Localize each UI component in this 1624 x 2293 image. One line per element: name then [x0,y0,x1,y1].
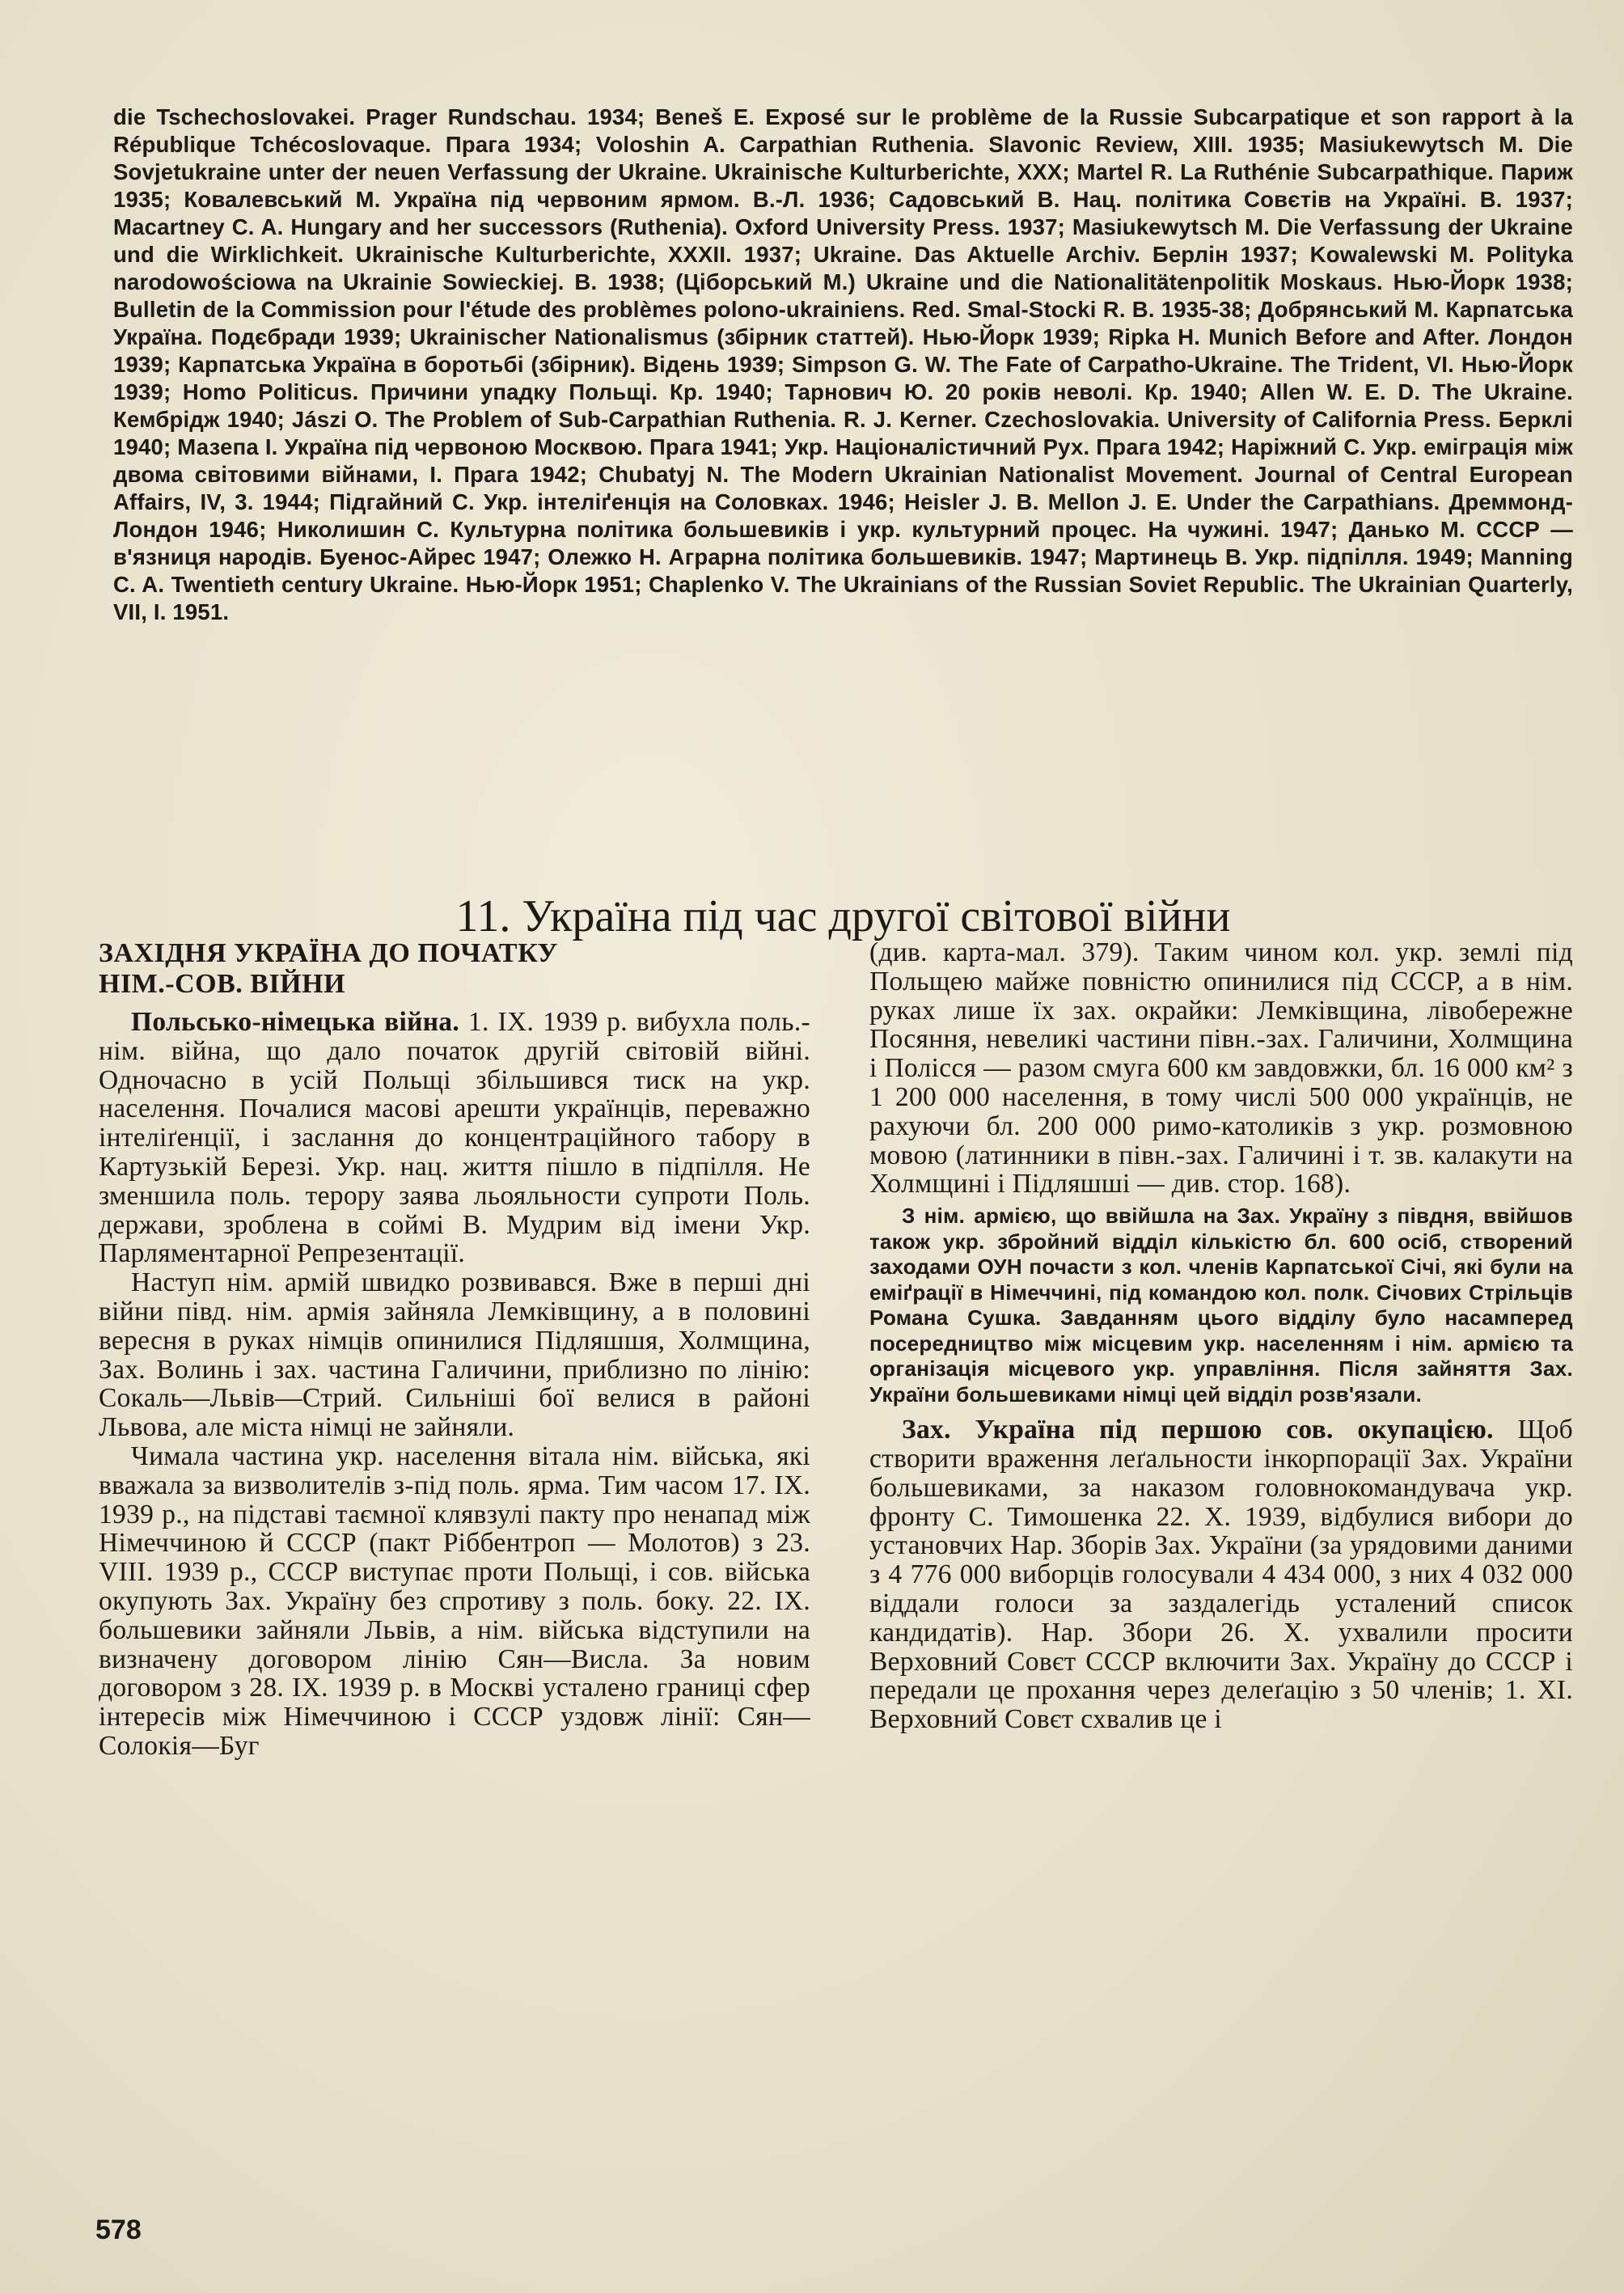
left-column [99,938,810,1761]
paragraph: Чимала частина укр. населення вітала нім. війська, які вважала за визволителів з-під поль. ярма. Тим часом 17. IX. 1939 р., на підставі таємної клявзулі пакту про ненапад між Німеччиною й СССР (пакт Ріббентроп — Молотов) з 23. VIII. 1939 р., СССР виступає проти Польщі, і сов. війська окупують Зах. Україну без спротиву з поль. боку. 22. IX. большевики зайняли Львів, а нім. війська відступили на визначену договором лінію Сян—Висла. За новим договором з 28. IX. 1939 р. в Москві усталено границі сфер інтересів між Німеччиною і СССР уздовж лінії: Сян—Солокія—Буг [99,1441,810,1761]
paragraph-lead: Польсько-німецька війна. [131,1007,460,1037]
paragraph: Наступ нім. армій швидко розвивався. Вже в перші дні війни півд. нім. армія зайняла Лемківщину, а в половині вересня в руках німців опинилися Підляшшя, Холмщина, Зах. Волинь і зах. частина Галичини, приблизно по лінію: Сокаль—Львів—Стрий. Сильніші бої велися в районі Львова, але міста німці не зайняли. [99,1267,810,1443]
chapter-heading: 11. Україна під час другої світової війни [455,891,1231,941]
section-title [99,938,810,1000]
paragraph-text: Щоб створити враження леґальности інкорпорації Зах. України большевиками, за наказом головнокомандувача укр. фронту С. Тимошенка 22. X. 1939, відбулися вибори до установчих Нар. Зборів Зах. України (за урядовими даними з 4 776 000 виборців голосували 4 434 000, з них 4 032 000 віддали голоси за заздалегідь усталений список кандидатів). Нар. Збори 26. X. ухвалили просити Верховний Совєт СССР включити Зах. Україну до СССР і передали це прохання через делеґацію з 50 членів; 1. XI. Верховний Совєт схвалив це і [869,1415,1573,1735]
paragraph [99,1008,810,1268]
paragraph-text: 1. IX. 1939 р. вибухла поль.-нім. війна, що дало початок другій світовій війні. Одночасно в усій Польщі збільшився тиск на укр. населення. Почалися масові арешти українців, переважно інтеліґенції, і заслання до концентраційного табору в Картузькій Березі. Укр. нац. життя пішло в підпілля. Не зменшила поль. терору заява льояльности супроти Поль. держави, зроблена в соймі В. Мудрим від імени Укр. Парляментарної Репрезентації. [99,1007,810,1269]
section-title-line2: НІМ.-СОВ. ВІЙНИ [99,969,346,999]
bibliography-block: die Tschechoslovakei. Prager Rundschau. 1934; Beneš E. Exposé sur le problème de la Russie Subcarpatique et son rapport à la République Tchécoslovaque. Прага 1934; Voloshin A. Carpathian Ruthenia. Slavonic Review, XIII. 1935; Masiukewytsch M. Die Sovjetukraine unter der neuen Verfassung der Ukraine. Ukrainische Kulturberichte, XXX; Martel R. La Ruthénie Subcarpathique. Париж 1935; Ковалевський М. Україна під червоним ярмом. В.-Л. 1936; Садовський В. Нац. політика Совєтів на Україні. В. 1937; Macartney C. A. Hungary and her successors (Ruthenia). Oxford University Press. 1937; Masiukewytsch M. Die Verfassung der Ukraine und die Wirklichkeit. Ukrainische Kulturberichte, XXXII. 1937; Ukraine. Das Aktuelle Archiv. Берлін 1937; Kowalewski M. Polityka narodowościowa na Ukrainie Sowieckiej. В. 1938; (Ціборський М.) Ukraine und die Nationalitätenpolitik Moskaus. Нью-Йорк 1938; Bulletin de la Commission pour l'étude des problèmes polono-ukrainiens. Red. Smal-Stocki R. B. 1935-38; Добрянський М. Карпатська Україна. Подєбради 1939; Ukrainischer Nationalismus (збірник статтей). Нью-Йорк 1939; Ripka H. Munich Before and After. Лондон 1939; Карпатська Україна в боротьбі (збірник). Відень 1939; Simpson G. W. The Fate of Carpatho-Ukraine. The Trident, VI. Нью-Йорк 1939; Homo Politicus. Причини упадку Польщі. Кр. 1940; Тарнович Ю. 20 років неволі. Кр. 1940; Allen W. E. D. The Ukraine. Кембрідж 1940; Jászi O. The Problem of Sub-Carpathian Ruthenia. R. J. Kerner. Czechoslovakia. University of California Press. Берклі 1940; Мазепа І. Україна під червоною Москвою. Прага 1941; Укр. Націоналістичний Рух. Прага 1942; Наріжний С. Укр. еміграція між двома світовими війнами, І. Прага 1942; Chubatyj N. The Modern Ukrainian Nationalist Movement. Journal of Central European Affairs, IV, 3. 1944; Підгайний С. Укр. інтеліґенція на Соловках. 1946; Heisler J. B. Mellon J. E. Under the Carpathians. Дреммонд-Лондон 1946; Николишин С. Культурна політика большевиків і укр. культурний процес. На чужині. 1947; Данько М. СССР — в'язниця народів. Буенос-Айрес 1947; Олежко Н. Аграрна політика большевиків. 1947; Мартинець В. Укр. підпілля. 1949; Manning C. A. Twentieth century Ukraine. Нью-Йорк 1951; Chaplenko V. The Ukrainians of the Russian Soviet Republic. The Ukrainian Quarterly, VII, I. 1951. [113,104,1573,624]
section-title-line1: ЗАХІДНЯ УКРАЇНА ДО ПОЧАТКУ [99,938,558,968]
paragraph: (див. карта-мал. 379). Таким чином кол. укр. землі під Польщею майже повністю опинилися під СССР, а в нім. руках лише їх зах. окрайки: Лемківщина, лівобережне Посяння, невеликі частини півн.-зах. Галичини, Холмщина і Полісся — разом смуга 600 км завдовжки, бл. 16 000 км² з 1 200 000 населення, в тому числі 500 000 українців, не рахуючи бл. 200 000 римо-католиків з укр. розмовною мовою (латинники в півн.-зах. Галичині і т. зв. калакути на Холмщині і Підляшші — див. стор. 168). [869,937,1573,1199]
right-column [869,938,1573,1734]
page-number: 578 [95,2215,142,2245]
paragraph-lead: Зах. Україна під першою сов. окупацією. [902,1415,1494,1445]
footnote-paragraph: З нім. армією, що ввійшла на Зах. Україну з півдня, ввійшов також укр. збройний відділ кількістю бл. 600 осіб, створений заходами ОУН почасти з кол. членів Карпатської Січі, які були на еміґрації в Німеччині, під командою кол. полк. Січових Стрільців Романа Сушка. Завданням цього відділу було насамперед посередництво між місцевим укр. населенням і нім. армією та організація місцевого укр. управління. Після зайняття Зах. України большевиками німці цей відділ розв'язали. [869,1204,1573,1407]
paragraph [869,1415,1573,1734]
